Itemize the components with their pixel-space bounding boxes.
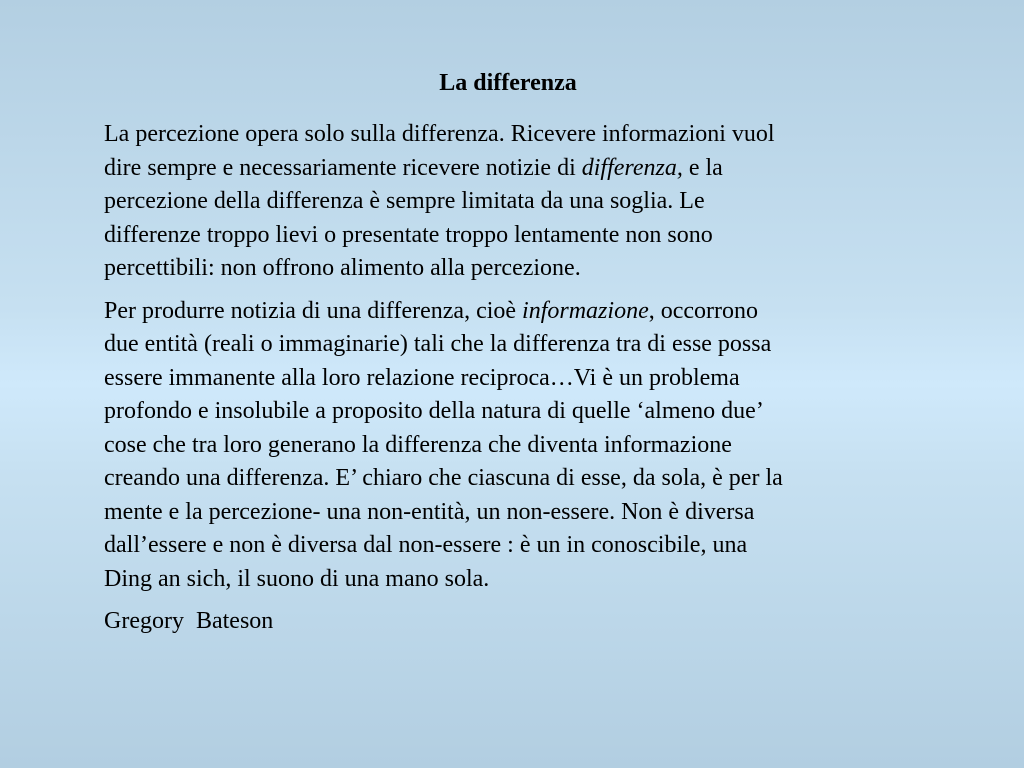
text-line: Ding an sich, il suono di una mano sola.: [104, 565, 490, 592]
text-line: due entità (reali o immaginarie) tali che la differenza tra di esse possa: [104, 331, 772, 357]
text-line: cose che tra loro generano la differenza che diventa informazione: [104, 431, 732, 458]
text-line: creando una differenza. E’ chiaro che ciascuna di esse, da sola, è per la: [104, 465, 783, 491]
text-line: [104, 295, 924, 329]
text-line: differenze troppo lievi o presentate troppo lentamente non sono: [104, 221, 713, 248]
slide-title: La differenza: [439, 70, 577, 96]
emphasis-informazione: informazione: [522, 297, 649, 324]
paragraph-perception: [104, 118, 924, 286]
text-segment: Per produrre notizia di una differenza, cioè: [104, 297, 523, 324]
text-line: [104, 152, 924, 186]
text-line: profondo e insolubile a proposito della natura di quelle ‘almeno due’: [104, 398, 764, 424]
author-attribution: Gregory Bateson: [104, 608, 274, 634]
text-line: La percezione opera solo sulla differenza. Ricevere informazioni vuol: [104, 121, 775, 147]
text-line: percettibili: non offrono alimento alla percezione.: [104, 255, 581, 281]
paragraph-information: [104, 295, 924, 597]
text-line: percezione della differenza è sempre limitata da una soglia. Le: [104, 188, 705, 214]
slide-body: [104, 118, 924, 639]
text-line: dall’essere e non è diversa dal non-essere : è un in conoscibile, una: [104, 532, 748, 558]
text-segment: , occorrono: [648, 297, 759, 324]
text-line: essere immanente alla loro relazione reciproca…Vi è un problema: [104, 364, 740, 391]
text-segment: dire sempre e necessariamente ricevere notizie di: [104, 154, 582, 181]
emphasis-differenza: differenza,: [581, 154, 683, 181]
text-segment: e la: [682, 154, 723, 181]
text-line: mente e la percezione- una non-entità, un non-essere. Non è diversa: [104, 498, 755, 525]
